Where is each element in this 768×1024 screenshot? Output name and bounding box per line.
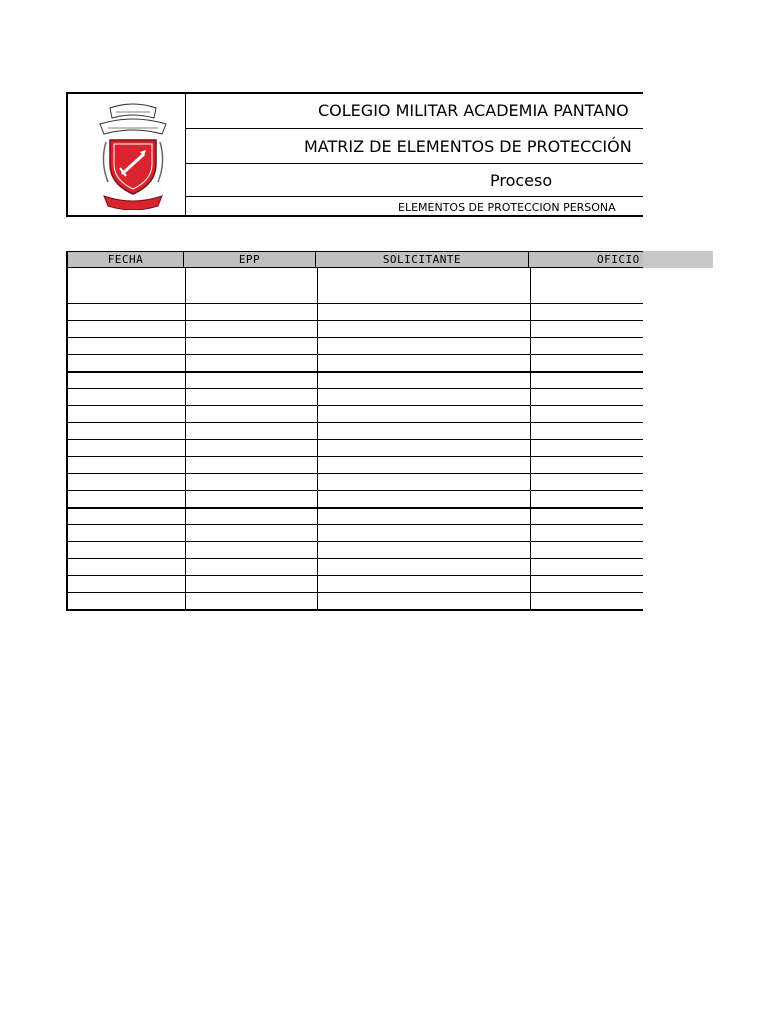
table-cell[interactable] [318, 373, 531, 388]
table-cell[interactable] [531, 509, 643, 524]
table-cell[interactable] [186, 373, 318, 388]
table-cell[interactable] [318, 509, 531, 524]
table-row [68, 320, 643, 337]
table-row [68, 303, 643, 320]
institution-name: COLEGIO MILITAR ACADEMIA PANTANO [318, 101, 629, 120]
table-cell[interactable] [186, 440, 318, 456]
column-header-epp: EPP [184, 251, 316, 268]
table-cell[interactable] [186, 593, 318, 609]
table-cell[interactable] [68, 440, 186, 456]
table-cell[interactable] [318, 423, 531, 439]
table-cell[interactable] [68, 321, 186, 337]
column-header-fecha: FECHA [66, 251, 184, 268]
table-row [68, 337, 643, 354]
table-cell[interactable] [318, 304, 531, 320]
table-cell[interactable] [531, 457, 643, 473]
table-cell[interactable] [68, 373, 186, 388]
table-header [66, 251, 713, 268]
table-cell[interactable] [531, 321, 643, 337]
header-overflow-fill [643, 251, 713, 268]
table-cell[interactable] [318, 321, 531, 337]
process-label: Proceso [186, 163, 643, 196]
table-row [68, 473, 643, 490]
table-cell[interactable] [531, 525, 643, 541]
table-cell[interactable] [68, 423, 186, 439]
table-cell[interactable] [68, 457, 186, 473]
table-cell[interactable] [186, 338, 318, 354]
table-cell[interactable] [186, 525, 318, 541]
table-cell[interactable] [186, 406, 318, 422]
table-cell[interactable] [318, 338, 531, 354]
table-cell[interactable] [68, 338, 186, 354]
table-cell[interactable] [531, 268, 643, 303]
table-row [68, 268, 643, 303]
table-cell[interactable] [531, 373, 643, 388]
table-cell[interactable] [318, 542, 531, 558]
table-row [68, 592, 643, 609]
document-subtitle: ELEMENTOS DE PROTECCION PERSONA [186, 196, 643, 218]
table-row [68, 354, 643, 371]
column-header-solicitante: SOLICITANTE [316, 251, 529, 268]
table-cell[interactable] [68, 576, 186, 592]
table-cell[interactable] [186, 268, 318, 303]
table-cell[interactable] [186, 576, 318, 592]
table-cell[interactable] [318, 593, 531, 609]
table-cell[interactable] [186, 304, 318, 320]
column-header-oficio: OFICIO [529, 251, 643, 268]
table-row [68, 388, 643, 405]
table-cell[interactable] [531, 338, 643, 354]
table-cell[interactable] [68, 304, 186, 320]
table-cell[interactable] [68, 474, 186, 490]
table-cell[interactable] [68, 509, 186, 524]
table-row [68, 422, 643, 439]
table-row [68, 558, 643, 575]
table-row [68, 371, 643, 388]
table-row [68, 405, 643, 422]
table-cell[interactable] [318, 491, 531, 507]
table-cell[interactable] [531, 423, 643, 439]
table-cell[interactable] [68, 406, 186, 422]
table-cell[interactable] [531, 593, 643, 609]
table-cell[interactable] [531, 542, 643, 558]
table-cell[interactable] [68, 389, 186, 405]
table-cell[interactable] [318, 406, 531, 422]
table-cell[interactable] [318, 355, 531, 371]
table-cell[interactable] [186, 423, 318, 439]
table-row [68, 575, 643, 592]
table-row [68, 456, 643, 473]
table-row [68, 507, 643, 524]
table-row [68, 490, 643, 507]
table-cell[interactable] [531, 389, 643, 405]
logo-cell [68, 94, 186, 215]
table-cell[interactable] [68, 268, 186, 303]
table-cell[interactable] [68, 525, 186, 541]
table-cell[interactable] [531, 491, 643, 507]
table-cell[interactable] [531, 440, 643, 456]
table-cell[interactable] [318, 474, 531, 490]
school-crest-icon [96, 102, 170, 210]
table-cell[interactable] [186, 389, 318, 405]
table-cell[interactable] [186, 474, 318, 490]
table-cell[interactable] [531, 559, 643, 575]
table-cell[interactable] [68, 542, 186, 558]
table-row [68, 439, 643, 456]
table-cell[interactable] [186, 542, 318, 558]
table-cell[interactable] [318, 525, 531, 541]
table-cell[interactable] [186, 355, 318, 371]
table-cell[interactable] [186, 509, 318, 524]
table-cell[interactable] [186, 559, 318, 575]
table-body [66, 268, 643, 611]
table-cell[interactable] [531, 304, 643, 320]
table-cell[interactable] [186, 457, 318, 473]
table-cell[interactable] [318, 559, 531, 575]
table-cell[interactable] [318, 389, 531, 405]
table-cell[interactable] [531, 355, 643, 371]
table-cell[interactable] [186, 321, 318, 337]
table-cell[interactable] [68, 355, 186, 371]
table-cell[interactable] [531, 474, 643, 490]
table-cell[interactable] [68, 593, 186, 609]
table-cell[interactable] [68, 491, 186, 507]
epp-table [66, 251, 713, 611]
table-cell[interactable] [318, 576, 531, 592]
table-cell[interactable] [186, 491, 318, 507]
table-row [68, 541, 643, 558]
table-cell[interactable] [531, 406, 643, 422]
document-header [66, 92, 643, 217]
table-cell[interactable] [318, 457, 531, 473]
document-title: MATRIZ DE ELEMENTOS DE PROTECCIÓN [186, 128, 643, 163]
table-cell[interactable] [318, 440, 531, 456]
table-cell[interactable] [68, 559, 186, 575]
table-cell[interactable] [531, 576, 643, 592]
table-cell[interactable] [318, 268, 531, 303]
table-row [68, 524, 643, 541]
